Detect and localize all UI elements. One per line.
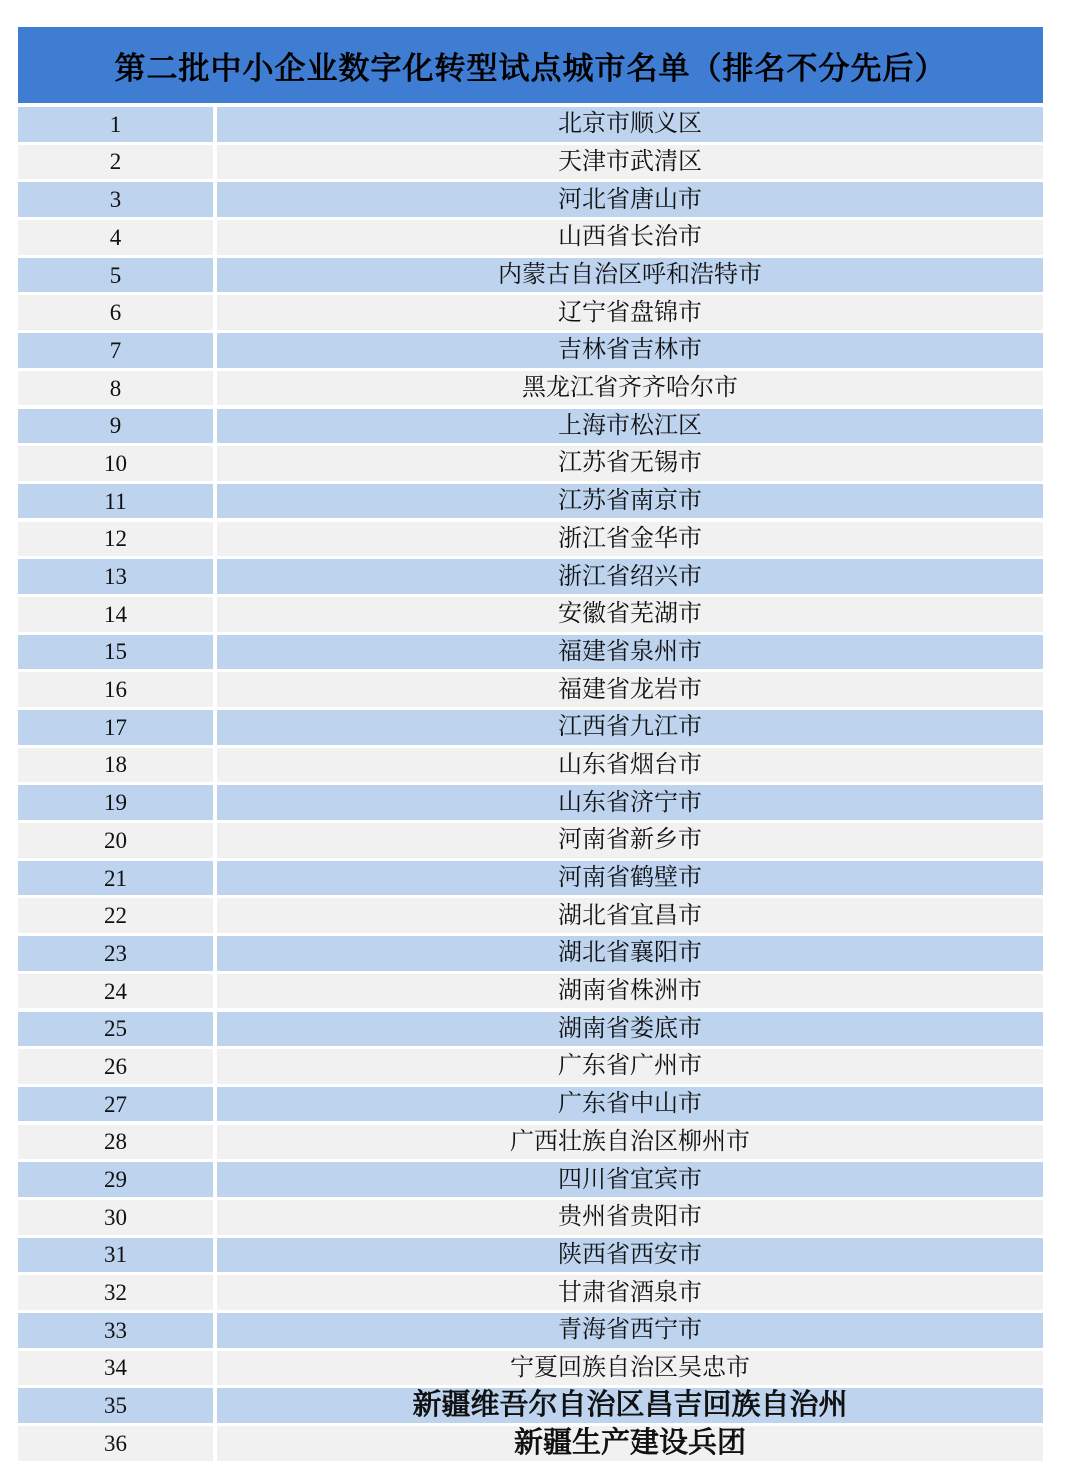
city-cell: 河北省唐山市: [217, 182, 1043, 217]
rank-cell: 16: [18, 672, 213, 707]
table-row: [18, 446, 1043, 481]
table-row: [18, 559, 1043, 594]
rank-cell: 6: [18, 295, 213, 330]
city-cell: 广西壮族自治区柳州市: [217, 1125, 1043, 1160]
table-row: [18, 1388, 1043, 1423]
rank-cell: 12: [18, 522, 213, 557]
city-cell: 北京市顺义区: [217, 107, 1043, 142]
city-cell: 黑龙江省齐齐哈尔市: [217, 371, 1043, 406]
city-cell: 山东省济宁市: [217, 785, 1043, 820]
city-cell: 江西省九江市: [217, 710, 1043, 745]
table-row: [18, 1049, 1043, 1084]
city-cell: 吉林省吉林市: [217, 333, 1043, 368]
rank-cell: 24: [18, 974, 213, 1009]
table-row: [18, 1200, 1043, 1235]
rank-cell: 17: [18, 710, 213, 745]
table-row: [18, 1351, 1043, 1386]
rank-cell: 31: [18, 1238, 213, 1273]
rank-cell: 10: [18, 446, 213, 481]
table-row: [18, 1162, 1043, 1197]
city-cell: 江苏省无锡市: [217, 446, 1043, 481]
table-row: [18, 1313, 1043, 1348]
table-body: [18, 107, 1043, 1461]
city-cell: 内蒙古自治区呼和浩特市: [217, 258, 1043, 293]
table-row: [18, 785, 1043, 820]
rank-cell: 22: [18, 898, 213, 933]
rank-cell: 9: [18, 409, 213, 444]
city-cell: 河南省新乡市: [217, 823, 1043, 858]
city-cell: 湖南省株洲市: [217, 974, 1043, 1009]
table-row: [18, 672, 1043, 707]
table-row: [18, 974, 1043, 1009]
city-cell: 广东省广州市: [217, 1049, 1043, 1084]
rank-cell: 5: [18, 258, 213, 293]
table-row: [18, 522, 1043, 557]
rank-cell: 11: [18, 484, 213, 519]
rank-cell: 28: [18, 1125, 213, 1160]
table-row: [18, 936, 1043, 971]
table-row: [18, 1238, 1043, 1273]
table-row: [18, 597, 1043, 632]
table-row: [18, 145, 1043, 180]
city-cell: 湖北省襄阳市: [217, 936, 1043, 971]
table-row: [18, 898, 1043, 933]
city-cell: 安徽省芜湖市: [217, 597, 1043, 632]
city-cell: 宁夏回族自治区吴忠市: [217, 1351, 1043, 1386]
rank-cell: 8: [18, 371, 213, 406]
city-cell: 湖北省宜昌市: [217, 898, 1043, 933]
rank-cell: 35: [18, 1388, 213, 1423]
table-row: [18, 107, 1043, 142]
rank-cell: 14: [18, 597, 213, 632]
table-row: [18, 409, 1043, 444]
rank-cell: 3: [18, 182, 213, 217]
rank-cell: 27: [18, 1087, 213, 1122]
city-cell: 辽宁省盘锦市: [217, 295, 1043, 330]
city-cell: 新疆生产建设兵团: [217, 1426, 1043, 1461]
rank-cell: 33: [18, 1313, 213, 1348]
table-row: [18, 1012, 1043, 1047]
table-row: [18, 1275, 1043, 1310]
rank-cell: 4: [18, 220, 213, 255]
table-row: [18, 371, 1043, 406]
city-cell: 贵州省贵阳市: [217, 1200, 1043, 1235]
rank-cell: 18: [18, 748, 213, 783]
city-cell: 上海市松江区: [217, 409, 1043, 444]
rank-cell: 23: [18, 936, 213, 971]
rank-cell: 1: [18, 107, 213, 142]
table-row: [18, 823, 1043, 858]
rank-cell: 20: [18, 823, 213, 858]
table-row: [18, 748, 1043, 783]
city-cell: 山西省长治市: [217, 220, 1043, 255]
rank-cell: 21: [18, 861, 213, 896]
city-cell: 浙江省金华市: [217, 522, 1043, 557]
city-cell: 湖南省娄底市: [217, 1012, 1043, 1047]
rank-cell: 26: [18, 1049, 213, 1084]
city-cell: 四川省宜宾市: [217, 1162, 1043, 1197]
rank-cell: 29: [18, 1162, 213, 1197]
table-row: [18, 258, 1043, 293]
city-cell: 天津市武清区: [217, 145, 1043, 180]
table-row: [18, 295, 1043, 330]
rank-cell: 2: [18, 145, 213, 180]
city-cell: 青海省西宁市: [217, 1313, 1043, 1348]
table-row: [18, 635, 1043, 670]
city-cell: 广东省中山市: [217, 1087, 1043, 1122]
rank-cell: 25: [18, 1012, 213, 1047]
rank-cell: 13: [18, 559, 213, 594]
rank-cell: 19: [18, 785, 213, 820]
city-cell: 福建省龙岩市: [217, 672, 1043, 707]
table-row: [18, 182, 1043, 217]
rank-cell: 36: [18, 1426, 213, 1461]
table-row: [18, 220, 1043, 255]
pilot-cities-table: [18, 27, 1043, 1461]
rank-cell: 7: [18, 333, 213, 368]
table-title: 第二批中小企业数字化转型试点城市名单（排名不分先后）: [18, 27, 1043, 103]
rank-cell: 32: [18, 1275, 213, 1310]
city-cell: 浙江省绍兴市: [217, 559, 1043, 594]
table-row: [18, 484, 1043, 519]
table-row: [18, 710, 1043, 745]
table-row: [18, 1087, 1043, 1122]
table-row: [18, 333, 1043, 368]
city-cell: 福建省泉州市: [217, 635, 1043, 670]
rank-cell: 15: [18, 635, 213, 670]
city-cell: 山东省烟台市: [217, 748, 1043, 783]
city-cell: 新疆维吾尔自治区昌吉回族自治州: [217, 1388, 1043, 1423]
rank-cell: 34: [18, 1351, 213, 1386]
table-row: [18, 861, 1043, 896]
city-cell: 甘肃省酒泉市: [217, 1275, 1043, 1310]
city-cell: 江苏省南京市: [217, 484, 1043, 519]
table-row: [18, 1426, 1043, 1461]
rank-cell: 30: [18, 1200, 213, 1235]
city-cell: 陕西省西安市: [217, 1238, 1043, 1273]
city-cell: 河南省鹤壁市: [217, 861, 1043, 896]
table-row: [18, 1125, 1043, 1160]
